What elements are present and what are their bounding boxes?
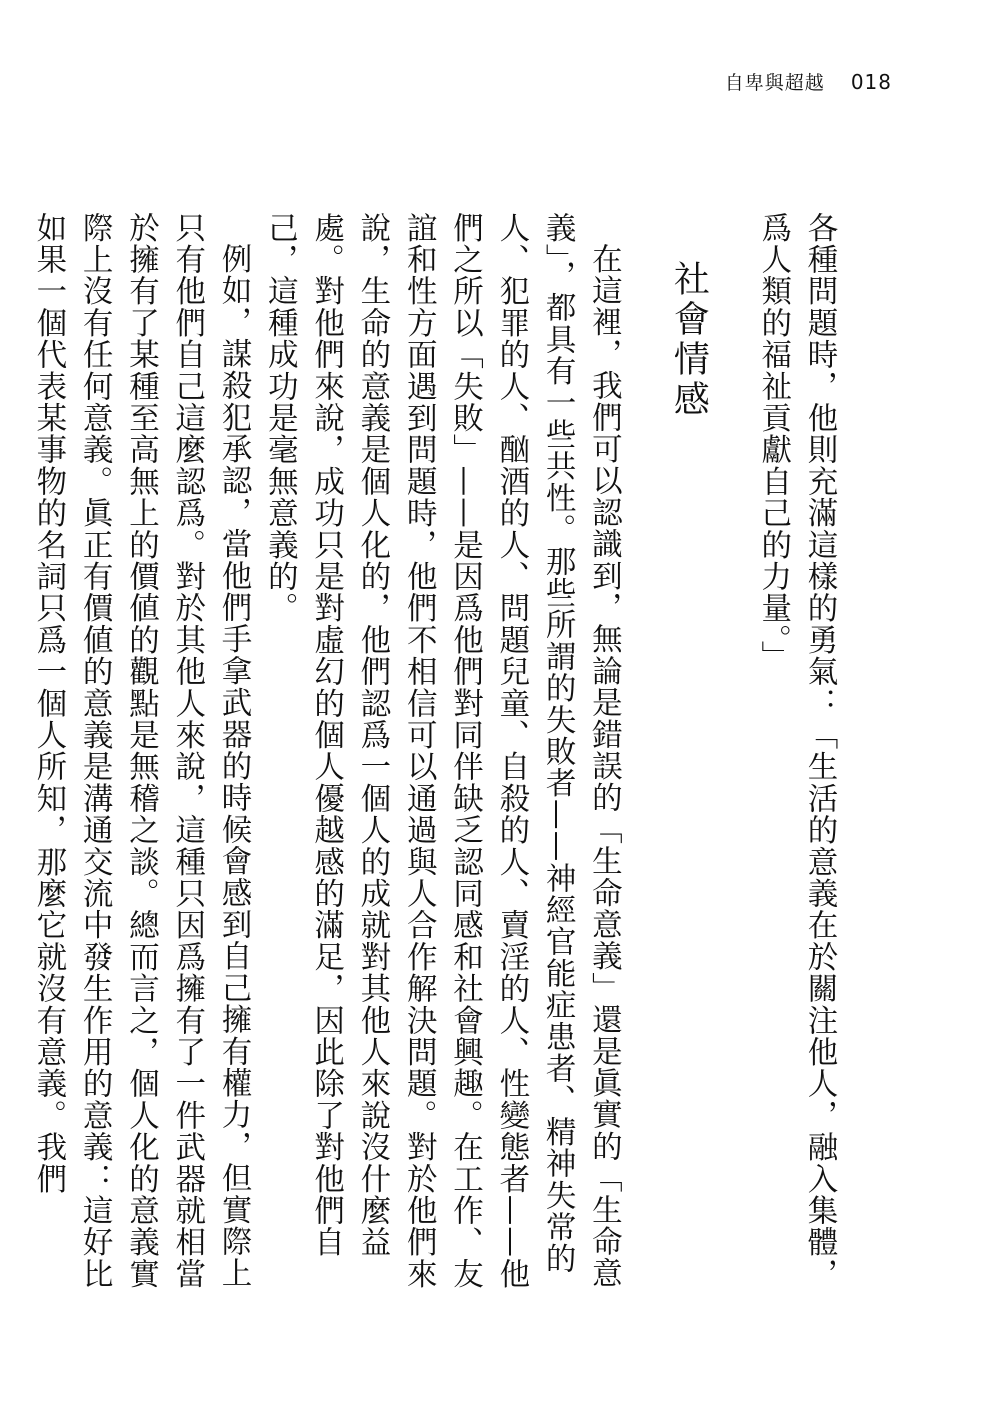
paragraph: 例如，謀殺犯承認，當他們手拿武器的時候會感到自己擁有權力，但實際上只有他們自己這麼認爲。對於其他人來說，這種只因爲擁有了一件武器就相當於擁有了某種至高無上的價値的觀點是無稽之談。總而言之，個人化的意義實際上沒有任何意義。眞正有價値的意義是溝通交流中發生作用的意義：這好比如果一個代表某事物的名詞只爲一個人所知，那麼它就沒有意義。我們 — [30, 212, 252, 1290]
running-header — [725, 68, 892, 95]
page-number: 018 — [850, 70, 892, 94]
section-title: 社會情感 — [668, 260, 710, 420]
body-text — [25, 212, 842, 1302]
paragraph: 在這裡，我們可以認識到，無論是錯誤的「生命意義」還是眞實的「生命意義」，都具有一些共性。那些所謂的失敗者——神經官能症患者、精神失常的人、犯罪的人、酗酒的人、問題兒童、自殺的人、賣淫的人、性變態者——他們之所以「失敗」——是因爲他們對同伴缺乏認同感和社會興趣。在工作、友誼和性方面遇到問題時，他們不相信可以通過與人合作解決問題。對於他們來說，生命的意義是個人化的，他們認爲一個人的成就對其他人來說沒什麼益處。對他們來說，成功只是對虛幻的個人優越感的滿足，因此除了對他們自己，這種成功是毫無意義的。 — [262, 212, 622, 1290]
paragraph-continued: 各種問題時，他則充滿這樣的勇氣：「生活的意義在於關注他人，融入集體，爲人類的福祉貢獻自己的力量。」 — [755, 212, 837, 1290]
book-title: 自卑與超越 — [724, 72, 825, 94]
